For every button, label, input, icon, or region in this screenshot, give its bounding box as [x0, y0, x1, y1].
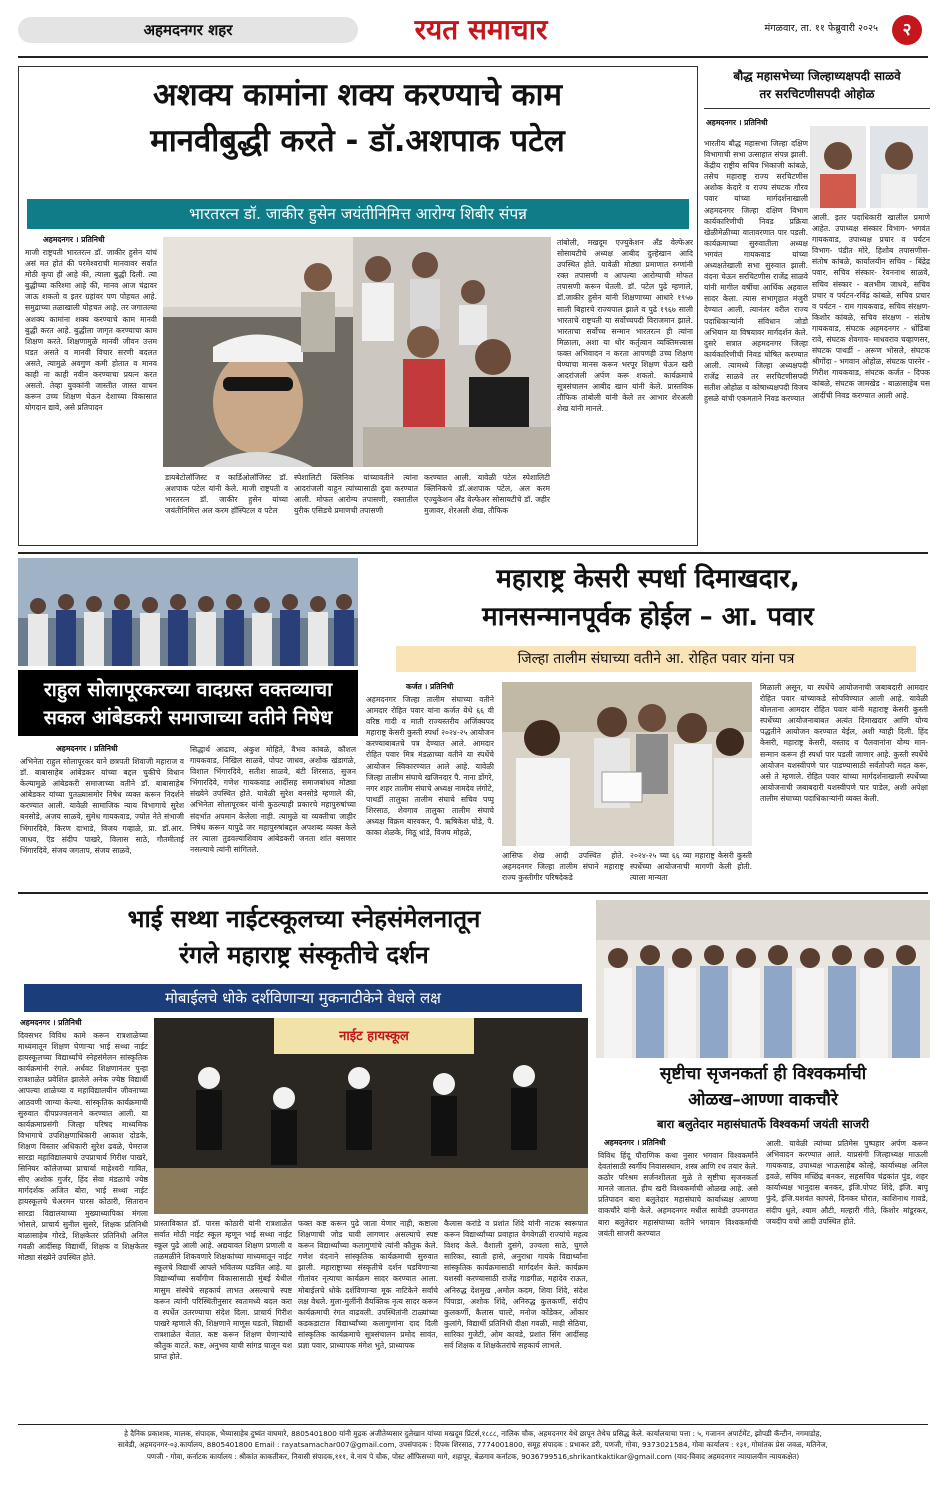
story1-subhead: भारतरत्न डॉ. जाकीर हुसेन जयंतीनिमित्त आरोग्य शिबीर संपन्न — [27, 199, 689, 229]
story3-headline-2: सकल आंबेडकरी समाजाच्या वतीने निषेध — [43, 706, 333, 729]
story-vishwakarma — [596, 900, 930, 1416]
story5-photo — [154, 1018, 588, 1214]
story6-byline: अहमदनगर । प्रतिनिधी — [604, 1138, 666, 1147]
page-number: २ — [892, 15, 922, 45]
story6-headline-1: सृष्टीचा सृजनकर्ता ही विश्वकर्माची — [659, 1064, 867, 1084]
footer-line-2: सावेडी, अहमदनगर-०३.कार्यालय, 8805401800 Email : rayatsamachar007@gmail.com, उपसंपादक : दिपक शिरसाठ, 7774001800, समूह संपादक : प्रभाकर डरी, पणजी, गोवा, 9373021584, गोवा कार्यालय : १३१, गोमांतक प्रेस जवळ, मतिनेज, — [118, 1440, 828, 1450]
footer-line-3: पणजी - गोवा, कर्नाटक कार्यालय : श्रीकांत काकतीकर, निवासी संपादक,१११, वे.नाय पे चौक, पोस्ट ऑफिसच्या मागे, शहापूर, बेळगाव कर्नाटक, 9036799516,shrikantkaktikar@gmail.com (याद-विवाद अहमदनगर न्यायालयीन न्यायकक्षेत) — [146, 1451, 800, 1461]
footer-line-1: हे दैनिक प्रकाशक, मालक, संपादक, भैय्यासाहेब दुष्यंत वाघमारे, 8805401800 यांनी मुद्रक अजीतेय्यसार दुलेखान यांच्या मखदूम प्रिंटर्स,१८८८, नालिक चौक, अहमदनगर येथे छापून तेथेच प्रसिद्ध केले. कार्यालयाचा पत्ता : ५, गजानन अपार्टमेंट, झोपडी कॅन्टीन, नगमाडोह, — [124, 1429, 822, 1438]
story3-photo — [18, 558, 358, 666]
story-maharashtra-kesari — [366, 558, 930, 888]
section-label: अहमदनगर शहर — [18, 17, 358, 43]
story4-col-3: मिळाली असून, या स्पर्धेचे आयोजनाची जबाबदारी आमदार रोहित पवार यांच्याकडे सोपविण्यात आली आहे. यावेळी बोलताना आमदार रोहित पवार यांनी महाराष्ट्र केसरी कुस्ती स्पर्धेच्या आयोजनाबाबत अत्यंत दिमाखदार आणि योग्य पद्धतीने आयोजन करण्यात येईल, अशी ग्वाही दिली. हिंद केसरी, महाराष्ट्र केसरी, वस्ताद व पैलवानांना योग्य मान-सन्मान करून ही स्पर्धा पार पडली जाणार आहे. कुस्ती स्पर्धेचे आयोजन यशस्वीपणे पार पाडण्यासाठी सर्वतोपरी मदत करू, असे ते म्हणाले. रोहित पवार यांच्या मार्गदर्शनाखाली स्पर्धेच्या आयोजनाची जबाबदारी यशस्वीपणे पार पाडेल, अशी अपेक्षा तालीम संघाच्या पदाधिकाऱ्यांनी व्यक्त केली. — [760, 683, 928, 803]
story4-photo — [502, 682, 752, 846]
story6-col-2: आली. यावेळी त्यांच्या प्रतिमेस पुष्पहार अर्पण करून अभिवादन करण्यात आले. याप्रसंगी जिल्हाध्यक्ष माऊली गायकवाड, उपाध्यक्ष भाऊसाहेब कोल्हे, कार्याध्यक्ष अनिल इवळे, सचिव मच्छिंद्र बनकर, सहसचिव चंद्रकांत पुंड, शहर कार्याध्यक्ष भानुदास बनकर, इंजि.पोपट शिंदे, इंजि. बापू फुंदे, इंजि.यशवंत कापसे, दिनकर घोरात, काशिनाथ गावडे, संदीप धुले, श्याम औटी, मल्हारी गीते, किशोर मांडूरकर, जयदीप वचो आदी उपस्थित होते. — [766, 1139, 928, 1226]
story3-col-2: सिद्धार्थ आढाव, अंकुश मोहिते, वैभव कांबळे, कौशल गायकवाड, निखिल साळवे, पोपट जाधव, अशोक खंडागळे, विशाल भिंगारदिवे, सतीश साळवे, बंटी शिरसाठ, सुजन भिंगारदिवे, गणेश गायकवाड आदींसह समाजबांधव मोठ्या संख्येने उपस्थित होते. यावेळी सुरेश बनसोडे म्हणाले की, अभिनेता सोलापूरकर यांनी कुठल्याही प्रकारचे महापुरुषांच्या संदर्भात अपमान केलेला नाही. त्यामुळे या व्यक्तीचा जाहीर निषेध करून यापुढे जर महापुरुषांबद्दल अपशब्द व्यक्त केले तर त्याला तुडवल्याशिवाय आंबेडकरी जनता शांत बसणार नसल्याचे त्यांनी सांगितले. — [190, 745, 356, 854]
story3-headline-box — [18, 670, 358, 736]
story2-byline: अहमदनगर । प्रतिनिधी — [706, 118, 768, 127]
story6-headline-2: ओळख–आण्णा वाकचौरे — [688, 1090, 838, 1110]
story1-headline-2: मानवीबुद्धी करते - डॉ.अशपाक पटेल — [150, 123, 565, 159]
story1-headline-1: अशक्य कामांना शक्य करण्याचे काम — [152, 77, 563, 113]
story6-subhead: बारा बलुतेदार महासंघातर्फे विश्वकर्मा जयंती साजरी — [657, 1117, 869, 1131]
story3-byline: अहमदनगर । प्रतिनिधी — [56, 744, 118, 753]
story4-col-2: आसिफ शेख आदी उपस्थित होते. अहमदनगर जिल्हा तालीम संघाने महाराष्ट्र राज्य कुस्तीगीर परिषदेकडे — [502, 851, 624, 883]
story6-photo — [596, 900, 930, 1058]
story1-col-1: माजी राष्ट्रपती भारतरत्न डॉ. जाकीर हुसेन यांचं असं मत होतं की परमेश्वराची मानवावर सर्वात मोठी कृपा ही आहे की, त्याला बुद्धी दिली. त्या बुद्धीच्या करिश्मा आहे की, मानव आज चंद्रावर जाऊ शकतो व इतर ग्रहांवर पण पोहचत आहे. समुद्राच्या तळाखाली पोहचत आहे. तर जगातल्या अशक्य कामांना शक्य करण्याचे काम मानवी बुद्धी करत आहे. बुद्धीला जागृत करण्याचा काम शिक्षण करते. शिक्षणामुळे मानवी जीवन उत्तम घडत असते व मानवी विचार सरणी बदलत असते, त्यामुळे अवगुण कमी होतात व मानव काही ना काही नवीन करण्याचा प्रयत्न करत असतो. तेव्हा युवकांनी जास्तीत जास्त वाचन करून उच्च शिक्षण घेऊन देशाच्या विकासात योगदान द्यावे, असे प्रतिपादन — [25, 248, 157, 413]
story5-headline-2: रंगले महाराष्ट्र संस्कृतीचे दर्शन — [179, 941, 429, 969]
story-baudh-mahasabha — [704, 66, 930, 546]
story1-photo — [163, 237, 551, 467]
story2-col-2: आली. इतर पदाधिकारी खालील प्रमाणे आहेत. उपाध्यक्ष संस्कार विभाग- भगवंत गायकवाड, उपाध्यक्ष प्रचार व पर्यटन विभाग- पंडीत मोरे, हिशोब तपासणीस- संतोष कांबळे, कार्यालयीन सचिव - बिंद्रेद्र पवार, सचिव संस्कार- रेवननाथ साळवे, सचिव संस्कार - बलभीम जाधवे, सचिव प्रचार व पर्यटन-रविंद्र कांबळे, सचिव प्रचार व पर्यटन - राम गायकवाड, सचिव संरक्षण- किशोर कांबळे, सचिव संरक्षण - संतोष गायकवाड, संघटक अहमदनगर - धोंडिबा रावे, संघटक शेवगाव- माधवराव चव्हाणसर, संघटक पाथर्डी - अरूण भोसले, संघटक श्रीगोंदा - भगवान ओहोळ, संघटक पारनेर - गिरीश गायकवाड, संघटक कर्जत - दिपक कांबळे, संघटक जामखेड - बाळासाहेब घस आदींची निवड करण्यात आली आहे. — [812, 213, 930, 400]
imprint-footer — [18, 1428, 928, 1474]
story5-col-1: दिवसभर विविध कामे करून रात्रशाळेच्या माध्यमातून शिक्षण घेणाऱ्या भाई सथ्था नाईट हायस्कूलच्या विद्यार्थ्यांचे स्नेहसंमेलन सांस्कृतिक कार्यक्रमांनी रंगले. अर्धवट शिक्षणानंतर पुन्हा रात्रशाळेत प्रवेशित झालेले अनेक ज्येष्ठ विद्यार्थी आपल्या शाळेच्या व महाविद्यालयीन जीवनाच्या आठवणी जाग्या केल्या. सांस्कृतिक कार्यक्रमाची सुरुवात दीपप्रज्वलनाने करण्यात आली. या कार्यक्रमाप्रसंगी जिल्हा परिषद माध्यमिक विभागाचे उपशिक्षणाधिकारी आकाश दोडके, शिक्षण विस्तार अधिकारी सुरेश ढवळे, पेमराज सारडा महाविद्यालयाचे उपप्राचार्य गिरीश पाखरे, सिनियर कॉलेजच्या प्राचार्या माहेश्वरी गावित, सीए अशोक गुर्जर, हिंद सेवा मंडळाचे ज्येष्ठ मार्गदर्शक अजित बोरा, भाई सथ्था नाईट हायस्कूलचे चेअरमन पारस कोठारी, सितारान सारडा विद्यालयाच्या मुख्याध्यापिका मंगला भोसले, प्राचार्य सुनील सुसरे, शिक्षक प्रतिनिधी बाळासाहेब गोरडे, शिक्षकेतर प्रतिनिधी अनिल गवळी आदींसह विद्यार्थी, शिक्षक व शिक्षकेतर मोठ्या संख्येने उपस्थित होते. — [18, 1031, 148, 1262]
story2-photo-1 — [810, 126, 866, 208]
story4-col-1: अहमदनगर जिल्हा तालीम संघाच्या वतीने आमदार रोहित पवार यांना कर्जत येथे ६६ वी वरिष्ठ गादी व माती राज्यस्तरीय अजिंक्यपद महाराष्ट्र केसरी कुस्ती स्पर्धा २०२४-२५ आयोजन करण्याबाबतचे पत्र देण्यात आले. आमदार रोहित पवार मित्र मंडळाच्या वतीने या स्पर्धेचे आयोजन स्विकारण्यात आले आहे. यावेळी जिल्हा तालीम संघाचे खजिनदार पै. नाना डोंगरे, नगर शहर तालीम संघाचे अध्यक्ष नामदेव लंगोटे, पाथर्डी तालुका तालीम संघाचे सचिव पप्पू शिरसाठ, शेवगाव तालुका तालीम संघाचे अध्यक्ष विक्रम बारवकर, पै. ऋषिकेश घोडे, पै. काका शेळके, मिठू धांडे, विजय मोहळे, — [366, 695, 494, 838]
story2-photo-2 — [870, 126, 928, 208]
story5-subhead: मोबाईलचे धोके दर्शविणाऱ्या मुकनाटीकेने वेधले लक्ष — [24, 984, 582, 1012]
story4-headline-1: महाराष्ट्र केसरी स्पर्धा दिमाखदार, — [496, 564, 800, 594]
story5-byline: अहमदनगर । प्रतिनिधी — [20, 1018, 82, 1027]
story1-col-3: स्पेशालिटी क्लिनिक यांच्यावतीने त्यांना आदरांजली वाहून त्यांच्यासाठी दुवा करण्यात आली. मोफत आरोग्य तपासणी, रक्तातील युरीक एसिडचे प्रमाणची तपासणी — [294, 473, 418, 516]
story5-col-4: कैलास करांडे व प्रशांत शिंदे यांनी नाटक स्वरूपात करून विद्यार्थ्यांच्या प्रवाहात वेगवेगळी राज्यांचे महत्व विशद केले. वैशाली दुसंगे, उज्वला साठे, घुगले सारिका, स्वाती हासे, अनुराधा गायके विद्यार्थ्यांना सांस्कृतिक कार्यक्रमासाठी मार्गदर्शन केले. कार्यक्रम यशस्वी करण्यासाठी राजेंद्र गाडगीळ, महादेव राऊत, अनिरुद्ध देशमुख ,अमोल कदम, शिवा शिंदे, संदेश पिंपाडा, अशोक शिंदे, अनिरुद्ध कुलकर्णी, संदीप कुलकर्णी, कैलास चाल्टे, मनोज कोंडेकर, ओंकार कुलांगे, विद्यार्थी प्रतिनिधी दीक्षा गवळी, माही सेठिया, सारिका गुजेटी, ओम कावडे, प्रशांत सिंग आदींसह सर्व शिक्षक व शिक्षकेतरांचे सहकार्य लाभले. — [444, 1219, 588, 1351]
story2-headline-1: बौद्ध महासभेच्या जिल्हाध्यक्षपदी साळवे — [733, 69, 901, 83]
story4-headline-2: मानसन्मानपूर्वक होईल – आ. पवार — [482, 602, 814, 632]
paper-name: रयत समाचार — [414, 13, 548, 46]
story4-col-2b: २०२४-२५ च्या ६६ व्या महाराष्ट्र केसरी कुस्ती स्पर्धेच्या आयोजनाची मागणी केली होती. त्याला मान्यता — [630, 851, 752, 883]
story1-byline: अहमदनगर । प्रतिनिधी — [43, 235, 105, 244]
story4-subhead: जिल्हा तालीम संघाच्या वतीने आ. रोहित पवार यांना पत्र — [396, 646, 916, 672]
story3-col-1: अभिनेता राहुल सोलापूरकर याने छत्रपती शिवाजी महाराज व डॉ. बाबासाहेब आंबेडकर यांच्या बद्दल चुकीचे विधान केल्यामुळे आंबेडकरी समाजाच्या वतीने डॉ. बाबासाहेब आंबेडकर यांच्या पुतळ्यासमोर निषेध व्यक्त करून निदर्शने करण्यात आली. यावेळी सामाजिक न्याय विभागाचे सुरेश बनसोडे, अजय साळवे, सुमेध गायकवाड, ज्योत नेते संभाजी भिंगारदिवे, किरण दाभाडे, विजय गव्हाळे, प्रा. डॉ.आर. जाधव, ऍड संदीप पाखरे, विलास साठे, गौतमीताई भिंगारदिवे, संजय जगताप, संजय साळवे, — [20, 757, 184, 855]
story1-col-2: डायबेटोलॉजिस्ट व कार्डिओलॉजिस्ट डॉ. अशपाक पटेल यांनी केले. माजी राष्ट्रपती व भारतरत्न डॉ. जाकीर हुसेन यांच्या जयंतीनिमित्त अल करम हॉस्पिटल व पटेल — [165, 473, 288, 516]
story5-col-2: प्रास्ताविकात डॉ. पारस कोठारी यांनी रात्रशाळेत सर्वात मोठी नाईट स्कूल म्हणून भाई सथ्था नाईट स्कूल पुढे आली आहे. अद्ययावत शिक्षण प्रणाली व तळमळीने शिकवणारे शिक्षकांच्या माध्यमातून नाईट स्कूलचे विद्यार्थी आपले भवितव्य घडवित आहे. या विद्यार्थ्यांच्या सर्वांगीण विकासासाठी मुंबई येथील मासुम संस्थेचे सहकार्य लाभत असल्याचे स्पष्ट करून त्यांनी परिस्थितीनुसार स्वतःमध्ये बदल करा व स्पर्धेत उतरण्याचा संदेश दिला. प्राचार्य गिरीश पाखरे म्हणाले की, शिक्षणाने माणूस घडतो, विद्यार्थी रात्रशाळेत येतात. कष्ट करून शिक्षण घेणाऱ्यांचे कौतुक वाटते. कष्ट, अनुभव याची सांगड घालून यश प्राप्त होते. — [154, 1219, 292, 1362]
masthead — [18, 8, 928, 52]
date-line: मंगळवार, ता. ११ फेब्रुवारी २०२५ — [764, 23, 878, 34]
story2-col-1: भारतीय बौद्ध महासभा जिल्हा दक्षिण विभागाची सभा उत्साहात संपन्न झाली. केंद्रीय राष्ट्रीय सचिव भिकाजी कांबळे, तसेच महाराष्ट्र राज्य सरचिटणीस अशोक केदारे व राज्य संघटक गौरव पवार यांच्या मार्गदर्शनाखाली अहमदनगर जिल्हा दक्षिण विभाग कार्यकारिणीची निवड प्रक्रिया खेळीमेळीच्या वातावरणात पार पडली. कार्यक्रमाच्या सुरुवातीला अध्यक्ष भगवंत गायकवाड यांच्या अध्यक्षतेखाली सभा सुरुवात झाली. वंदना घेऊन सरचिटणीस राजेंद्र साळवे यांनी मागील वर्षीचा आर्थिक अहवाल सादर केला. त्यास सभागृहात मंजुरी देण्यात आली. त्यानंतर वरील राज्य पदाधिकाऱ्यांनी संविधान जोडो अभियान या विषयावर मार्गदर्शन केले. दुसरे सत्रात अहमदनगर जिल्हा कार्यकारिणीची निवड घोषित करण्यात आली. त्यामध्ये जिल्हा अध्यक्षपदी राजेंद्र साळवे तर सरचिटणीसपदी सतीश ओहोळ व कोषाध्यक्षपदी विजय हुसळे यांची एकमताने निवड करण्यात — [704, 139, 808, 404]
story1-col-5: तांबोली, मखदूम एज्युकेशन अँड वेल्फेअर सोसायटीचे अध्यक्ष आबीद दुल्हेखान आदि उपस्थित होते. यावेळी मोठ्या प्रमाणात रुग्णांनी रक्त तपासणी व आपल्या आरोग्याची मोफत तपासणी करून घेतली. डॉ. पटेल पुढे म्हणाले, डॉ.जाकीर हुसेन यांनी शिक्षणाच्या आधारे १९५७ साली बिहारचे राज्यपाल झाले व पुढे १९६७ साली भारताचे राष्ट्रपती या सर्वोच्चपदी विराजमान झाले. भारताचा सर्वोच्च सन्मान भारतरत्न ही त्यांना मिळाला, अशा या थोर कर्तृत्वान व्यक्तिमत्त्वास फक्त अभिवादन न करता आपणही उच्च शिक्षण घेण्याचा मानस करून भरपूर शिक्षण घेऊन खरी आदरांजली अर्पण करू शकतो. कार्यक्रमाचे सूत्रसंचालन आबीद खान यांनी केले. प्रास्तविक तौफिक तांबोली यांनी केले तर आभार शेरअली शेख यांनी मानले. — [557, 238, 693, 414]
story-night-school — [18, 900, 590, 1416]
story5-col-3: फक्त कष्ट करून पुढे जाता येणार नाही, कष्टाला शिक्षणाची जोड घावी लागणार असल्याचे स्पष्ट करून विद्यार्थ्यांच्या कलागुणांचे त्यांनी कौतुक केले. गणेश वंदनाने सांस्कृतिक कार्यक्रमाची सुरुवात झाली. महाराष्ट्राच्या संस्कृतीचे दर्शन घडविणाऱ्या गीतांवर नृत्याचा कार्यक्रम सादर करण्यात आला. मोबाईलचे धोके दर्शविणाऱ्या मूक नाटिकेने सर्वांचे लक्ष वेधले. मुला-मुलींनी वैयक्तिक नृत्य सादर करून कार्यक्रमाची रंगत वाढवली. उपस्थितांनी टाळ्यांच्या कडकडाटात विद्यार्थ्यांच्या कलागुणांना दाद दिली सांस्कृतिक कार्यक्रमाचे सूत्रसंचालन प्रमोद सावंत, प्रज्ञा पवार, प्राध्यापक मंगेश भुते, प्राध्यापक — [298, 1219, 438, 1351]
story2-headline-2: तर सरचिटणीसपदी ओहोळ — [759, 87, 875, 101]
story4-byline: कर्जत । प्रतिनिधी — [406, 682, 454, 691]
story1-col-4: करण्यात आली. यावेळी पटेल स्पेशालिटी क्लिनिकचे डॉ.अशपाक पटेल, अल करम एज्युकेशन अँड वेल्फेअर सोसायटीचे डॉ. जहीर मुजावर, शेरअली शेख, तौफिक — [424, 473, 550, 516]
story6-col-1: विविध हिंदू पौराणिक कथा नुसार भगवान विश्वकर्मांने देवतांसाठी स्वर्गीय निवासस्थान, शस्त्र आणि रथ तयार केले. कठोर परिश्रम सर्जनशीलता मुळे ते सृष्टीचा सृजनकर्ता मानले जातात. हीच खरी विश्वकर्माची ओळख आहे. असे प्रतिपादन बारा बलुतेदार महासंघाचे कार्याध्यक्ष आण्णा वाकचौरे यांनी केले. अहमदनगर मधील सावेडी उपनगरात बारा बलुतेदार महासंघाच्या वतीने भगवान विश्वकर्माची जयंती साजरी करण्यात — [598, 1151, 758, 1238]
stage-banner-text: नाईट हायस्कूल — [339, 1029, 409, 1044]
story-arogya-shibir — [18, 66, 698, 546]
story5-headline-1: भाई सथ्था नाईटस्कूलच्या स्नेहसंमेलनातून — [127, 905, 481, 933]
story3-headline-1: राहुल सोलापूरकरच्या वादग्रस्त वक्तव्याचा — [43, 678, 333, 701]
